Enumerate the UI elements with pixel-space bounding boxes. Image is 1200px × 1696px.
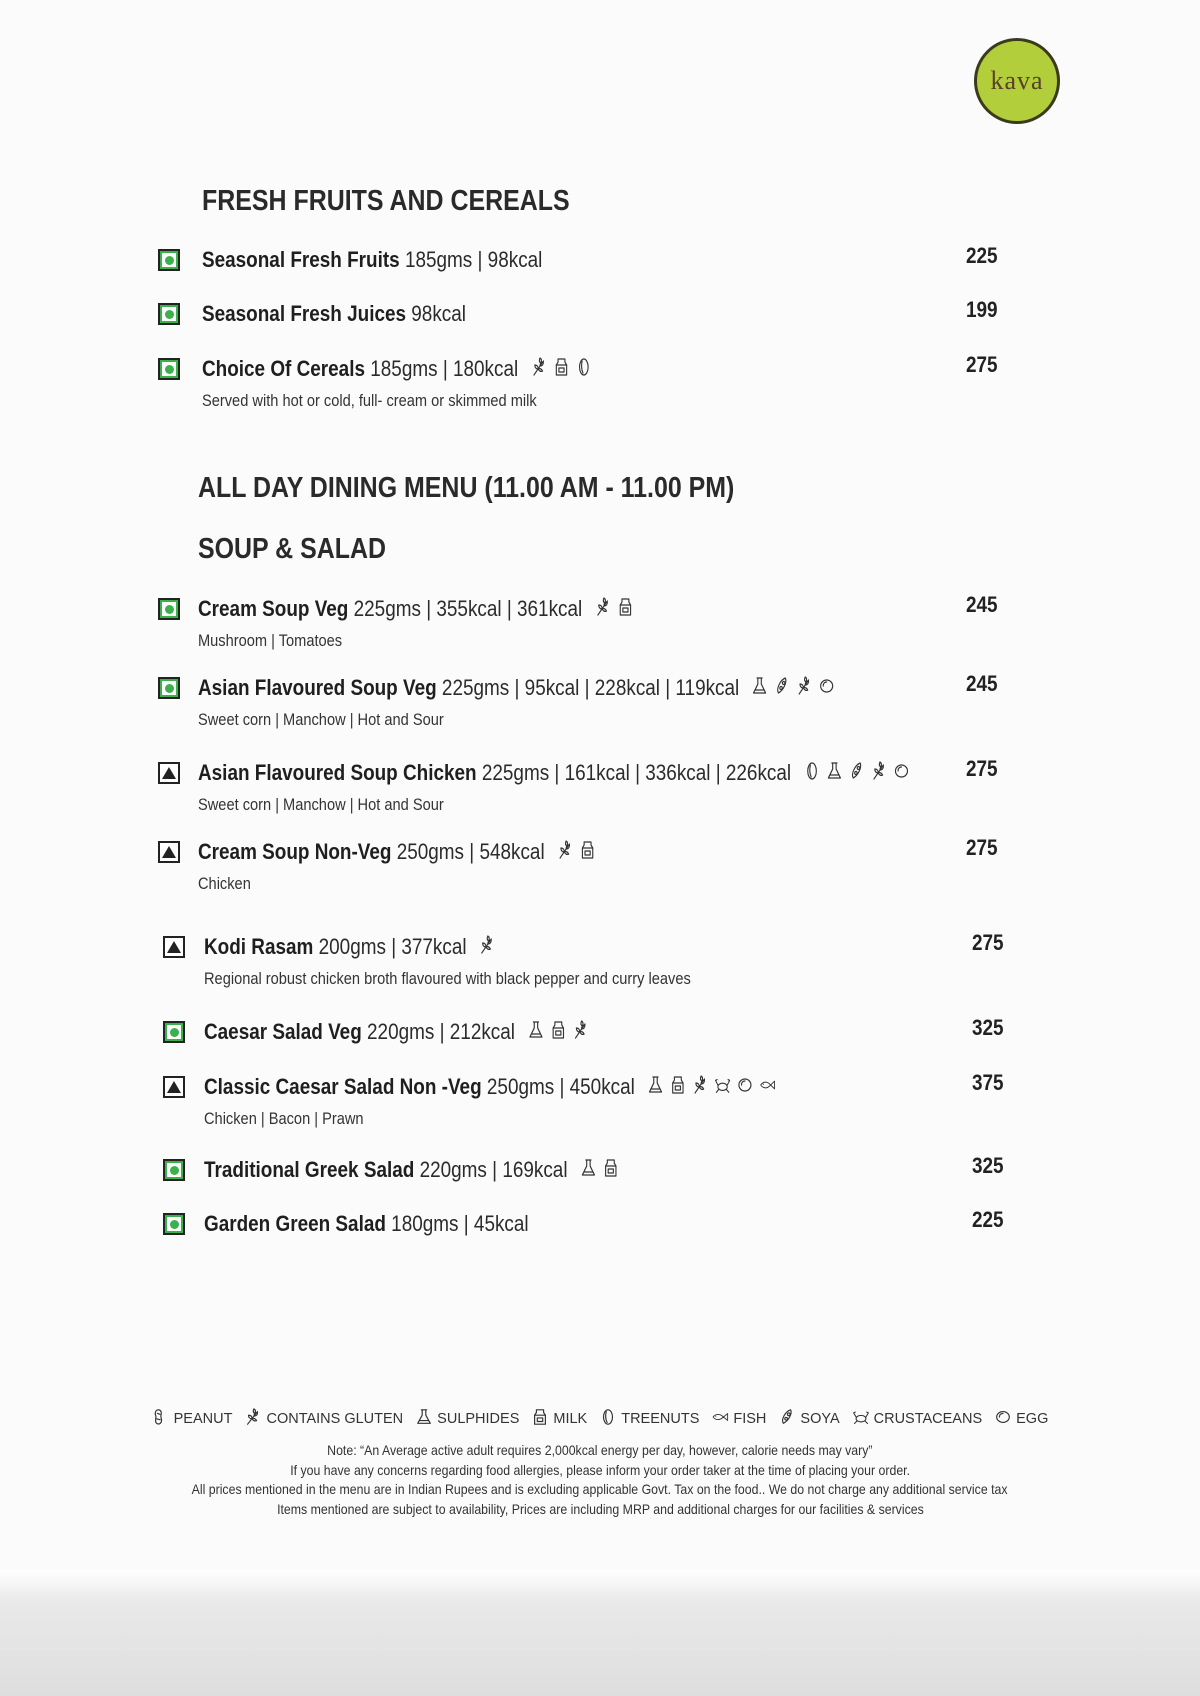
legend-label: CONTAINS GLUTEN	[266, 1411, 404, 1427]
item-line	[204, 1074, 776, 1101]
allergen-icons	[751, 676, 835, 702]
legend-item	[415, 1408, 519, 1430]
soya-icon	[778, 1408, 796, 1430]
item-description: Regional robust chicken broth flavoured with black pepper and curry leaves	[204, 969, 691, 988]
veg-icon	[158, 249, 180, 271]
kava-logo	[974, 38, 1060, 124]
legend-label: SULPHIDES	[437, 1411, 520, 1427]
item-name: Caesar Salad Veg	[204, 1019, 362, 1044]
allergen-icons	[647, 1075, 776, 1101]
item-description: Mushroom | Tomatoes	[198, 631, 343, 650]
gluten-icon	[692, 1075, 709, 1101]
item-price: 275	[972, 930, 1004, 955]
legend-item	[244, 1408, 403, 1430]
item-detail: 200gms | 377kcal	[318, 934, 467, 959]
allergen-icons	[530, 357, 592, 383]
veg-icon	[158, 677, 180, 699]
soya-icon	[774, 676, 791, 702]
legend-label: SOYA	[800, 1411, 840, 1427]
item-detail: 185gms | 180kcal	[370, 356, 519, 381]
item-name: Asian Flavoured Soup Chicken	[198, 760, 477, 785]
non-veg-icon	[163, 1076, 185, 1098]
item-detail: 220gms | 212kcal	[367, 1019, 515, 1044]
egg-icon	[893, 761, 910, 787]
item-line	[198, 760, 910, 787]
legend-label: TREENUTS	[621, 1411, 700, 1427]
heading-all-day: ALL DAY DINING MENU (11.00 AM - 11.00 PM)	[198, 472, 735, 504]
item-name: Garden Green Salad	[204, 1211, 386, 1236]
milk-icon	[579, 840, 596, 866]
note-line	[0, 1462, 1200, 1478]
gluten-icon	[244, 1408, 262, 1430]
item-price: 275	[966, 756, 998, 781]
gluten-icon	[557, 840, 574, 866]
gluten-icon	[572, 1020, 589, 1046]
legend-label: FISH	[733, 1411, 767, 1427]
milk-icon	[549, 1020, 566, 1046]
non-veg-icon	[163, 936, 185, 958]
gluten-icon	[796, 676, 813, 702]
item-line	[204, 934, 496, 961]
item-detail: 185gms | 98kcal	[404, 247, 543, 272]
note-line	[0, 1501, 1200, 1517]
note-line	[0, 1481, 1200, 1497]
item-detail: 225gms | 95kcal | 228kcal | 119kcal	[441, 675, 740, 700]
sulphides-icon	[580, 1158, 597, 1184]
legend-item	[778, 1408, 839, 1430]
legend-item	[531, 1408, 587, 1430]
item-price: 325	[972, 1015, 1004, 1040]
allergen-icons	[594, 597, 634, 623]
item-line	[202, 356, 592, 383]
gluten-icon	[870, 761, 887, 787]
note-line	[0, 1442, 1200, 1458]
item-line	[204, 1157, 619, 1184]
item-name: Classic Caesar Salad Non -Veg	[204, 1074, 482, 1099]
sulphides-icon	[415, 1408, 433, 1430]
legend-item	[994, 1408, 1048, 1430]
veg-icon	[163, 1159, 185, 1181]
note-text: Note: “An Average active adult requires 2,000kcal energy per day, however, calorie needs may vary”	[327, 1442, 873, 1458]
item-description: Chicken	[198, 874, 251, 893]
item-line	[204, 1211, 529, 1237]
allergen-icons	[580, 1158, 620, 1184]
legend-label: PEANUT	[173, 1411, 233, 1427]
note-text: If you have any concerns regarding food allergies, please inform your order taker at the time of placing your order.	[290, 1462, 910, 1478]
allergen-icons	[527, 1020, 589, 1046]
item-detail: 250gms | 450kcal	[486, 1074, 635, 1099]
item-detail: 98kcal	[411, 301, 466, 326]
item-price: 245	[966, 671, 998, 696]
item-price: 245	[966, 592, 998, 617]
item-description: Sweet corn | Manchow | Hot and Sour	[198, 710, 444, 729]
treenuts-icon	[575, 357, 592, 383]
item-description: Served with hot or cold, full- cream or skimmed milk	[202, 391, 537, 410]
sulphides-icon	[527, 1020, 544, 1046]
egg-icon	[736, 1075, 753, 1101]
item-line	[202, 247, 542, 273]
item-description: Sweet corn | Manchow | Hot and Sour	[198, 795, 444, 814]
item-price: 275	[966, 835, 998, 860]
item-name: Kodi Rasam	[204, 934, 314, 959]
allergen-icons	[557, 840, 597, 866]
item-price: 325	[972, 1153, 1004, 1178]
milk-icon	[617, 597, 634, 623]
item-detail: 180gms | 45kcal	[391, 1211, 529, 1236]
gluten-icon	[479, 935, 496, 961]
allergen-icons	[803, 761, 910, 787]
treenuts-icon	[599, 1408, 617, 1430]
item-name: Traditional Greek Salad	[204, 1157, 415, 1182]
egg-icon	[818, 676, 835, 702]
note-text: Items mentioned are subject to availability, Prices are including MRP and additional charges for our facilities & services	[276, 1501, 924, 1517]
item-name: Asian Flavoured Soup Veg	[198, 675, 437, 700]
legend-label: EGG	[1016, 1411, 1049, 1427]
milk-icon	[531, 1408, 549, 1430]
scan-shadow	[0, 1570, 1200, 1696]
sulphides-icon	[826, 761, 843, 787]
legend-label: MILK	[553, 1411, 588, 1427]
item-name: Seasonal Fresh Fruits	[202, 247, 400, 272]
gluten-icon	[594, 597, 611, 623]
item-description: Chicken | Bacon | Prawn	[204, 1109, 364, 1128]
legend-item	[852, 1408, 983, 1430]
crustaceans-icon	[714, 1075, 731, 1101]
allergen-icons	[479, 935, 496, 961]
item-price: 225	[966, 243, 998, 268]
item-line	[204, 1019, 589, 1046]
non-veg-icon	[158, 841, 180, 863]
item-price: 199	[966, 297, 998, 322]
item-line	[198, 839, 596, 866]
item-name: Cream Soup Non-Veg	[198, 839, 392, 864]
item-detail: 220gms | 169kcal	[419, 1157, 568, 1182]
item-price: 375	[972, 1070, 1004, 1095]
sulphides-icon	[751, 676, 768, 702]
legend-item	[711, 1408, 766, 1430]
sulphides-icon	[647, 1075, 664, 1101]
milk-icon	[553, 357, 570, 383]
allergen-legend	[0, 1408, 1200, 1430]
item-name: Cream Soup Veg	[198, 596, 349, 621]
logo-text: kava	[990, 66, 1044, 95]
heading-soup-salad: SOUP & SALAD	[198, 533, 387, 565]
veg-icon	[158, 358, 180, 380]
item-line	[198, 675, 836, 702]
item-detail: 225gms | 355kcal | 361kcal	[353, 596, 583, 621]
item-detail: 250gms | 548kcal	[396, 839, 545, 864]
item-name: Seasonal Fresh Juices	[202, 301, 407, 326]
non-veg-icon	[158, 762, 180, 784]
item-price: 275	[966, 352, 998, 377]
fish-icon	[759, 1075, 776, 1101]
item-detail: 225gms | 161kcal | 336kcal | 226kcal	[481, 760, 792, 785]
heading-fresh: FRESH FRUITS AND CEREALS	[202, 185, 570, 217]
veg-icon	[158, 303, 180, 325]
milk-icon	[602, 1158, 619, 1184]
item-price: 225	[972, 1207, 1004, 1232]
veg-icon	[163, 1213, 185, 1235]
veg-icon	[163, 1021, 185, 1043]
legend-item	[152, 1408, 233, 1430]
legend-label: CRUSTACEANS	[873, 1411, 983, 1427]
fish-icon	[711, 1408, 729, 1430]
legend-item	[599, 1408, 699, 1430]
treenuts-icon	[803, 761, 820, 787]
item-line	[198, 596, 634, 623]
egg-icon	[994, 1408, 1012, 1430]
veg-icon	[158, 598, 180, 620]
soya-icon	[848, 761, 865, 787]
crustaceans-icon	[852, 1408, 870, 1430]
milk-icon	[669, 1075, 686, 1101]
peanut-icon	[152, 1408, 170, 1430]
gluten-icon	[530, 357, 547, 383]
item-line	[202, 301, 466, 327]
note-text: All prices mentioned in the menu are in Indian Rupees and is excluding applicable Govt. Tax on the food.. We do not charge any additional service tax	[192, 1481, 1008, 1497]
item-name: Choice Of Cereals	[202, 356, 365, 381]
